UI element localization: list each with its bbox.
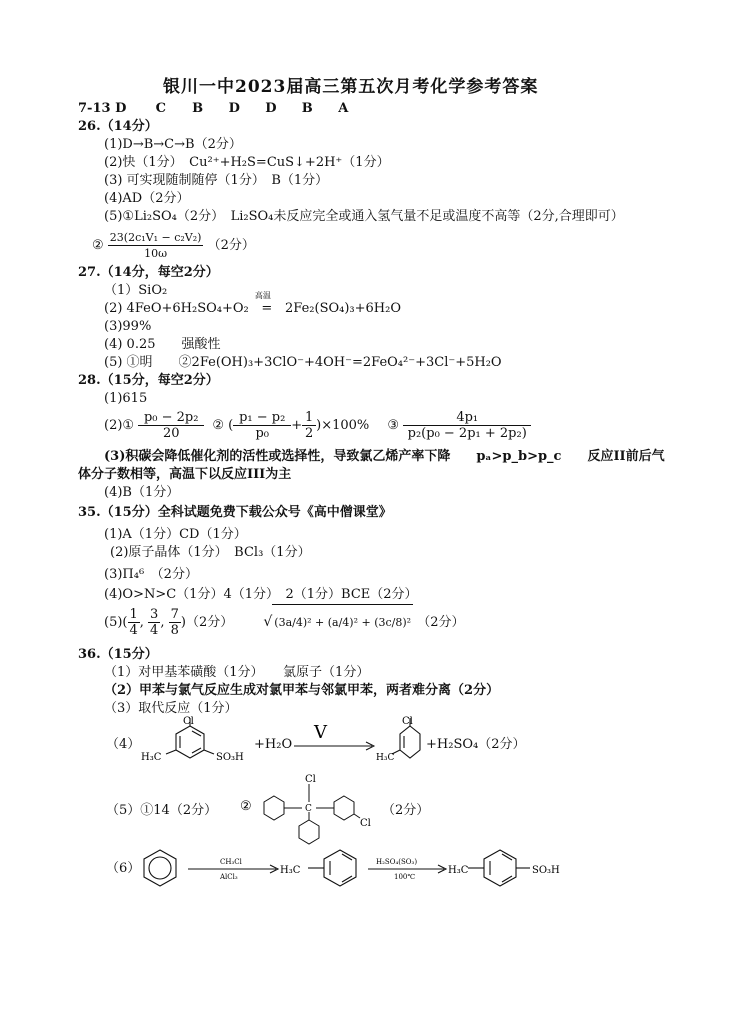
q28-part-2-1: (2)① <box>104 418 135 433</box>
q26-line-4: (4)AD（2分） <box>104 191 190 206</box>
q35-coord-1-num: 1 <box>129 607 138 622</box>
triphenyl-cl-top: Cl <box>305 774 316 785</box>
q36-line-4-arrow <box>292 720 378 760</box>
q35-line-5: (5)( $\frac{1}{4}$ , $\frac{3}{4}$ , $\frac{7}{8}$ )（2分） √ (3a/4)² + (a/4)² + (3c/8)² （2分） <box>104 604 465 641</box>
page-title: 银川一中2023届高三第五次月考化学参考答案 <box>163 77 539 97</box>
q27-line-3: (3)99% <box>104 319 152 334</box>
q28-fraction-1 <box>138 410 204 441</box>
q35-sqrt-expression: (3a/4)² + (a/4)² + (3c/8)² <box>272 604 413 641</box>
q28-fraction-3-numerator: 1 <box>302 410 316 426</box>
q36-arrow-condition: V <box>314 722 327 743</box>
q36-triphenyl-structure <box>240 770 380 850</box>
q26-line-2: (2)快（1分） Cu²⁺+H₂S=CuS↓+2H⁺（1分） <box>104 155 390 170</box>
q28-line-4: (4)B（1分） <box>104 485 180 500</box>
toluene-ring <box>324 850 356 886</box>
q26-fraction <box>108 230 204 261</box>
route-toluene-h3c: H₃C <box>280 865 301 876</box>
mc-answer-8: C <box>155 101 166 116</box>
q28-fraction-1-numerator: p₀ − 2p₂ <box>138 410 204 426</box>
q35-root-sign: √ <box>263 614 273 630</box>
q36-line-6-label: （6） <box>106 861 141 876</box>
q28-line-2 <box>104 408 531 444</box>
q26-line-1: (1)D→B→C→B（2分） <box>104 137 242 152</box>
q27-line-5: (5) ①明 ②2Fe(OH)₃+3ClO⁻+4OH⁻=2FeO₄²⁻+3Cl⁻+5H₂O <box>104 355 502 370</box>
reactant-so3h-label: SO₃H <box>216 752 244 763</box>
q26-circled-2: ② <box>92 238 104 253</box>
q35-line-2: (2)原子晶体（1分） BCl₃（1分） <box>110 545 311 560</box>
q27-equation-sign <box>253 291 281 318</box>
q27-heading: 27.（14分，每空2分） <box>78 265 219 280</box>
mc-answer-13: A <box>338 101 349 116</box>
q36-line-5-score: （2分） <box>382 803 430 818</box>
q36-plus-water: +H₂O <box>254 737 293 752</box>
mc-answers <box>78 100 370 118</box>
mc-label: 7-13 <box>78 101 111 116</box>
q26-line-3: (3) 可实现随制随停（1分） B（1分） <box>104 173 329 188</box>
q36-line-3: （3）取代反应（1分） <box>104 701 238 716</box>
q35-coord-2-den: 4 <box>150 623 159 638</box>
q27-equals: = <box>261 301 273 316</box>
q36-line-2: （2）甲苯与氯气反应生成对氯甲苯与邻氯甲苯，两者难分离（2分） <box>104 683 500 698</box>
q28-fraction-4-numerator: 4p₁ <box>403 410 531 426</box>
q26-heading: 26.（14分） <box>78 119 158 134</box>
route-product-so3h: SO₃H <box>532 865 560 876</box>
q36-line-1: （1）对甲基苯磺酸（1分） 氯原子（1分） <box>104 665 370 680</box>
q28-part-2-3: ③ <box>387 418 400 433</box>
q35-line-1: (1)A（1分）CD（1分） <box>104 527 247 542</box>
route-product-h3c: H₃C <box>448 865 469 876</box>
q36-product-structure <box>378 714 428 774</box>
q28-fraction-2-denominator: p₀ <box>255 426 269 441</box>
q35-line-5-score: （2分） <box>417 615 465 630</box>
q28-heading: 28.（15分，每空2分） <box>78 373 219 388</box>
mc-answer-12: B <box>301 101 313 116</box>
q35-line-3: (3)Π₄⁶ （2分） <box>104 567 198 582</box>
mc-answer-9: B <box>192 101 204 116</box>
q35-coord-3-den: 8 <box>170 623 179 638</box>
q35-line-4: (4)O>N>C（1分）4（1分） 2（1分）BCE（2分） <box>104 587 418 602</box>
q36-line-4-label: （4） <box>106 737 141 752</box>
route-reagent-1: CH₃Cl <box>220 858 242 866</box>
q36-product-text: +H₂SO₄（2分） <box>426 737 526 752</box>
q27-equation-left: (2) 4FeO+6H₂SO₄+O₂ <box>104 301 249 316</box>
q28-fraction-4 <box>403 410 531 441</box>
q28-fraction-1-denominator: 20 <box>162 426 180 441</box>
q27-equation-right: 2Fe₂(SO₄)₃+6H₂O <box>285 301 401 316</box>
q26-line-6-score: （2分） <box>207 238 255 253</box>
reactant-cl-label: Cl <box>183 716 194 727</box>
q36-synthesis-route <box>140 842 580 896</box>
benzene-aromatic-circle <box>149 857 171 879</box>
q26-fraction-numerator: 23(2c₁V₁ − c₂V₂) <box>109 231 202 244</box>
q27-line-2 <box>104 291 401 318</box>
q28-line-3a: (3)积碳会降低催化剂的活性或选择性，导致氯乙烯产率下降 pₐ>p_b>p_c 反应II前后气 <box>104 449 665 464</box>
q35-coord-1 <box>128 607 140 638</box>
q28-fraction-4-denominator: p₂(p₀ − 2p₁ + 2p₂) <box>407 426 527 441</box>
q36-circled-2: ② <box>240 799 252 814</box>
product-cl-label: Cl <box>402 716 413 727</box>
mc-answer-7: D <box>115 101 127 116</box>
q28-percent: )×100% <box>316 418 370 433</box>
q28-open-paren: ( <box>228 418 234 433</box>
q26-fraction-denominator: 10ω <box>144 247 168 260</box>
mc-answer-10: D <box>228 101 240 116</box>
reactant-h3c-label: H₃C <box>141 752 162 763</box>
mc-answer-11: D <box>265 101 277 116</box>
q35-heading: 35.（15分）全科试题免费下载公众号《高中僧课堂》 <box>78 505 392 520</box>
q35-part-5-close: )（2分） <box>180 615 234 630</box>
q26-line-5: (5)①Li₂SO₄（2分） Li₂SO₄未反应完全或通入氢气量不足或温度不高等（2分,合理即可） <box>104 209 624 224</box>
q35-coord-2-num: 3 <box>150 607 159 622</box>
q28-plus: + <box>291 418 303 433</box>
q27-condition: 高温 <box>254 291 271 300</box>
sulfonic-acid-ring <box>484 850 516 886</box>
q27-line-1: （1）SiO₂ <box>104 283 168 298</box>
q28-fraction-3 <box>302 410 316 441</box>
q35-coord-2 <box>148 607 160 638</box>
q28-line-3b: 体分子数相等，高温下以反应III为主 <box>78 467 292 482</box>
q35-coord-3 <box>169 607 181 638</box>
q28-fraction-3-denominator: 2 <box>305 426 314 441</box>
q27-line-4: (4) 0.25 强酸性 <box>104 337 221 352</box>
q35-coord-1-den: 4 <box>129 623 138 638</box>
q28-fraction-2 <box>233 410 291 441</box>
q36-heading: 36.（15分） <box>78 647 158 662</box>
triphenyl-cl-right: Cl <box>360 818 371 829</box>
q28-part-2-2: ② <box>212 418 225 433</box>
q35-part-5: (5)( <box>104 615 128 630</box>
product-h3c-label: H₃C <box>376 753 395 763</box>
route-reagent-2: H₂SO₄(SO₃) <box>376 858 418 866</box>
q26-line-6 <box>92 228 255 264</box>
triphenyl-c-center: C <box>305 804 312 814</box>
q28-line-1: (1)615 <box>104 391 148 406</box>
route-catalyst-1: AlCl₃ <box>220 873 238 881</box>
q35-coord-3-num: 7 <box>170 607 179 622</box>
q36-reactant-structure <box>140 714 260 774</box>
q28-fraction-2-numerator: p₁ − p₂ <box>233 410 291 426</box>
q36-line-5-label: （5）①14（2分） <box>106 803 218 818</box>
route-condition-2: 100℃ <box>394 873 416 881</box>
